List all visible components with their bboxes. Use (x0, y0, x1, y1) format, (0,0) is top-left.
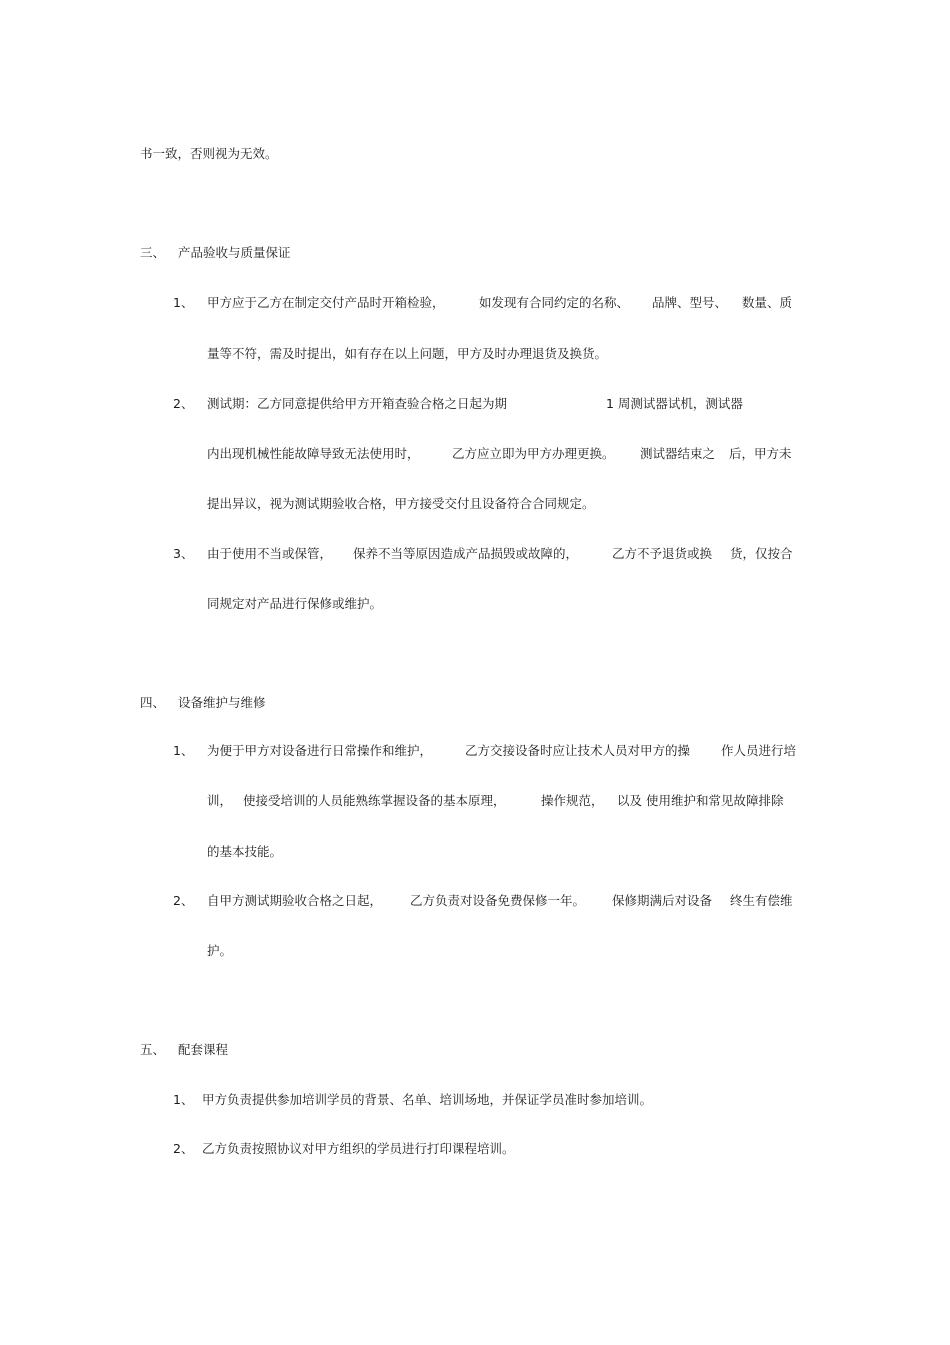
section-title: 配套课程 (178, 1042, 229, 1057)
item-line: 护。 (207, 943, 233, 958)
item-line: 乙方负责按照协议对甲方组织的学员进行打印课程培训。 (202, 1141, 515, 1156)
text-segment: 乙方交接设备时应让技术人员对甲方的操 (465, 743, 691, 758)
text-segment: 乙方应立即为甲方办理更换。 (452, 446, 615, 461)
text-segment: 货，仅按合 (730, 546, 793, 561)
text-segment: 乙方不予退货或换 (612, 546, 713, 561)
text-segment: 保养不当等原因造成产品损毁或故障的， (353, 546, 579, 561)
text-segment: 以及 使用维护和常见故障排除 (617, 793, 784, 808)
text-segment: 如发现有合同约定的名称、 (479, 295, 630, 310)
item-number: 2、 (173, 1141, 194, 1156)
item-line (0, 546, 950, 562)
text-segment: 使接受培训的人员能熟练掌握设备的基本原理， (243, 793, 506, 808)
text-segment: 终生有偿维 (730, 893, 793, 908)
text-segment: 1 周测试器试机，测试器 (606, 396, 743, 411)
item-line (0, 743, 950, 759)
text-segment: 品牌、型号、 (652, 295, 728, 310)
item-line: 提出异议，视为测试期验收合格，甲方接受交付且设备符合合同规定。 (207, 496, 595, 511)
item-line (0, 396, 950, 412)
text-segment: 为便于甲方对设备进行日常操作和维护， (207, 743, 433, 758)
continuation-text: 书一致，否则视为无效。 (140, 146, 278, 161)
text-segment: 测试期：乙方同意提供给甲方开箱查验合格之日起为期 (207, 396, 508, 411)
item-line: 量等不符，需及时提出，如有存在以上问题，甲方及时办理退货及换货。 (207, 346, 608, 361)
section-number: 三、 (140, 245, 166, 260)
text-segment: 后，甲方未 (729, 446, 792, 461)
text-segment: 由于使用不当或保管， (207, 546, 333, 561)
text-segment: 甲方应于乙方在制定交付产品时开箱检验， (207, 295, 445, 310)
text-segment: 自甲方测试期验收合格之日起， (207, 893, 383, 908)
section-title: 设备维护与维修 (178, 695, 266, 710)
item-line (0, 793, 950, 809)
text-segment: 训， (207, 793, 233, 808)
item-line: 同规定对产品进行保修或维护。 (207, 596, 383, 611)
text-segment: 数量、质 (742, 295, 793, 310)
item-number: 1、 (173, 1092, 194, 1107)
section-number: 五、 (140, 1042, 166, 1057)
text-segment: 操作规范， (541, 793, 604, 808)
section-title: 产品验收与质量保证 (178, 245, 291, 260)
item-number: 2、 (173, 396, 194, 411)
item-number: 1、 (173, 743, 194, 758)
item-line: 甲方负责提供参加培训学员的背景、名单、培训场地，并保证学员准时参加培训。 (202, 1092, 653, 1107)
item-line: 的基本技能。 (207, 844, 283, 859)
item-line (0, 893, 950, 909)
text-segment: 乙方负责对设备免费保修一年。 (410, 893, 586, 908)
item-line (0, 295, 950, 311)
item-number: 1、 (173, 295, 194, 310)
item-number: 3、 (173, 546, 194, 561)
section-number: 四、 (140, 695, 166, 710)
item-line (0, 446, 950, 462)
text-segment: 作人员进行培 (721, 743, 797, 758)
item-number: 2、 (173, 893, 194, 908)
text-segment: 保修期满后对设备 (612, 893, 713, 908)
text-segment: 内出现机械性能故障导致无法使用时， (207, 446, 420, 461)
text-segment: 测试器结束之 (640, 446, 716, 461)
